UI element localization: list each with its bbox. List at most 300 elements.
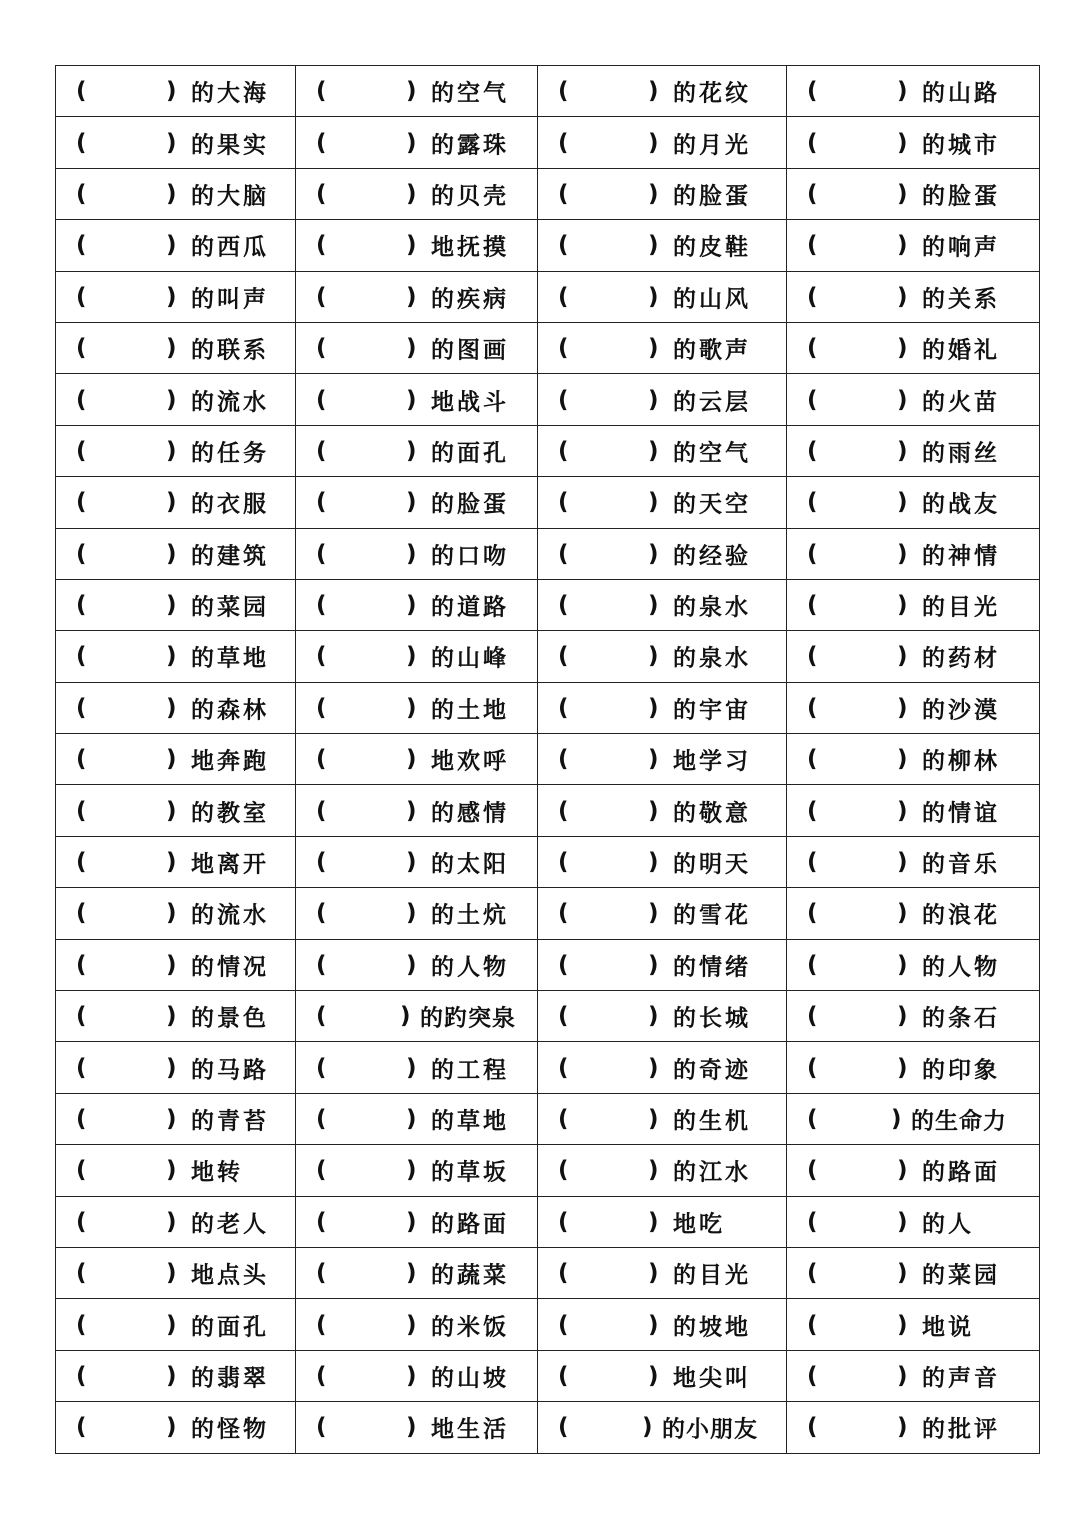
open-paren: ( [558,1106,569,1132]
close-paren: ) [897,900,908,927]
close-paren: ) [406,489,417,516]
phrase-text: 地说 [922,1314,974,1341]
fill-blank-cell [296,477,538,528]
open-paren: ( [76,1362,87,1389]
open-paren: ( [316,643,327,670]
fill-blank-cell [56,322,296,373]
fill-blank-cell [787,836,1040,887]
close-paren: ) [648,849,659,876]
open-paren: ( [558,1003,569,1030]
fill-blank-cell [296,836,538,887]
close-paren: ) [648,1054,659,1081]
close-paren: ) [406,797,417,824]
fill-blank-cell [538,322,787,373]
phrase-text: 的建筑 [191,543,269,570]
fill-blank-cell [787,888,1040,939]
fill-blank-cell [787,1350,1040,1401]
open-paren: ( [76,180,87,207]
open-paren: ( [558,592,569,619]
phrase-text: 的脸蛋 [922,183,1000,210]
open-paren: ( [558,437,569,464]
close-paren: ) [648,951,659,978]
phrase-text: 的贝壳 [431,183,509,210]
close-paren: ) [897,129,908,156]
phrase-text: 的果实 [191,132,269,159]
phrase-text: 的江水 [673,1159,751,1186]
close-paren: ) [648,489,659,516]
phrase-text: 的菜园 [191,594,269,621]
phrase-text: 的西瓜 [191,234,269,261]
open-paren: ( [807,1260,818,1287]
phrase-text: 的空气 [431,80,509,107]
close-paren: ) [166,643,177,670]
phrase-text: 的条石 [922,1005,1000,1032]
phrase-text: 的奇迹 [673,1057,751,1084]
close-paren: ) [166,951,177,978]
close-paren: ) [897,180,908,207]
close-paren: ) [897,1362,908,1389]
open-paren: ( [316,78,327,105]
fill-blank-cell [56,1042,296,1093]
close-paren: ) [897,1157,908,1184]
open-paren: ( [807,78,818,105]
open-paren: ( [76,437,87,464]
phrase-text: 的路面 [922,1159,1000,1186]
close-paren: ) [406,129,417,156]
fill-blank-cell [296,1042,538,1093]
close-paren: ) [648,797,659,824]
phrase-text: 的土地 [431,697,509,724]
phrase-text: 的菜园 [922,1262,1000,1289]
close-paren: ) [648,386,659,413]
close-paren: ) [897,540,908,567]
fill-blank-cell [787,579,1040,630]
open-paren: ( [807,129,818,156]
fill-blank-cell [538,271,787,322]
fill-blank-cell [296,220,538,271]
fill-blank-cell [787,785,1040,836]
open-paren: ( [807,746,818,773]
close-paren: ) [642,1414,653,1441]
close-paren: ) [648,1157,659,1184]
close-paren: ) [648,437,659,464]
fill-blank-cell [296,939,538,990]
phrase-text: 的印象 [922,1057,1000,1084]
phrase-text: 的长城 [673,1005,751,1032]
close-paren: ) [648,1003,659,1030]
phrase-text: 的马路 [191,1057,269,1084]
close-paren: ) [648,180,659,207]
table-row [56,271,1040,322]
phrase-text: 的音乐 [922,851,1000,878]
fill-blank-cell [56,682,296,733]
phrase-text: 的人 [922,1211,974,1238]
open-paren: ( [558,1054,569,1081]
close-paren: ) [897,1260,908,1287]
fill-blank-cell [56,785,296,836]
close-paren: ) [406,694,417,721]
fill-blank-cell [787,271,1040,322]
open-paren: ( [316,797,327,824]
fill-blank-cell [538,425,787,476]
open-paren: ( [316,1208,327,1235]
fill-blank-cell [787,631,1040,682]
fill-blank-cell [296,888,538,939]
phrase-text: 的目光 [673,1262,751,1289]
open-paren: ( [558,386,569,413]
open-paren: ( [316,592,327,619]
open-paren: ( [558,951,569,978]
phrase-text: 的火苗 [922,389,1000,416]
close-paren: ) [406,180,417,207]
close-paren: ) [166,1362,177,1389]
fill-blank-cell [296,322,538,373]
close-paren: ) [648,592,659,619]
open-paren: ( [76,78,87,105]
fill-blank-cell [787,1402,1040,1453]
phrase-text: 的明天 [673,851,751,878]
phrase-text: 的山峰 [431,645,509,672]
table-row [56,734,1040,785]
fill-blank-cell [56,1196,296,1247]
open-paren: ( [807,232,818,259]
open-paren: ( [807,1106,818,1132]
phrase-text: 的任务 [191,440,269,467]
fill-blank-cell [787,425,1040,476]
phrase-text: 的土炕 [431,902,509,929]
fill-blank-cell [56,579,296,630]
fill-blank-cell [538,631,787,682]
fill-blank-cell [787,734,1040,785]
phrase-text: 的大脑 [191,183,269,210]
close-paren: ) [897,489,908,516]
phrase-text: 的声音 [922,1365,1000,1392]
fill-blank-cell [538,1093,787,1144]
close-paren: ) [166,129,177,156]
close-paren: ) [897,1311,908,1338]
close-paren: ) [406,540,417,567]
open-paren: ( [316,180,327,207]
close-paren: ) [166,1311,177,1338]
phrase-text: 地学习 [673,748,751,775]
close-paren: ) [406,386,417,413]
fill-blank-cell [787,66,1040,117]
open-paren: ( [558,540,569,567]
close-paren: ) [406,437,417,464]
close-paren: ) [406,900,417,927]
phrase-text: 的教室 [191,800,269,827]
close-paren: ) [648,283,659,310]
open-paren: ( [316,900,327,927]
phrase-text: 的情谊 [922,800,1000,827]
phrase-text: 地奔跑 [191,748,269,775]
fill-blank-cell [538,1042,787,1093]
table-row [56,631,1040,682]
open-paren: ( [558,900,569,927]
fill-blank-cell [787,477,1040,528]
close-paren: ) [406,1157,417,1184]
close-paren: ) [897,232,908,259]
fill-blank-cell [787,991,1040,1042]
close-paren: ) [166,232,177,259]
fill-blank-cell [787,1042,1040,1093]
open-paren: ( [316,1260,327,1287]
fill-blank-cell [787,1145,1040,1196]
open-paren: ( [807,1054,818,1081]
close-paren: ) [406,1260,417,1287]
open-paren: ( [316,540,327,567]
phrase-text: 的青苔 [191,1108,269,1135]
table-row [56,991,1040,1042]
close-paren: ) [897,746,908,773]
phrase-text: 的草地 [191,645,269,672]
fill-blank-cell [56,1350,296,1401]
open-paren: ( [807,489,818,516]
fill-blank-cell [538,734,787,785]
close-paren: ) [166,283,177,310]
fill-blank-cell [56,1402,296,1453]
fill-blank-cell [296,528,538,579]
close-paren: ) [897,78,908,105]
fill-blank-cell [538,579,787,630]
phrase-text: 的脸蛋 [673,183,751,210]
close-paren: ) [897,1054,908,1081]
fill-blank-cell [538,1247,787,1298]
close-paren: ) [406,951,417,978]
fill-blank-cell [296,374,538,425]
phrase-text: 地点头 [191,1262,269,1289]
fill-blank-cell [296,425,538,476]
close-paren: ) [897,849,908,876]
table-row [56,1247,1040,1298]
phrase-text: 地离开 [191,851,269,878]
phrase-text: 的沙漠 [922,697,1000,724]
open-paren: ( [316,386,327,413]
fill-blank-cell [538,1196,787,1247]
phrase-text: 的生命力 [911,1108,1007,1135]
phrase-text: 地生活 [431,1416,509,1443]
table-row [56,579,1040,630]
open-paren: ( [76,694,87,721]
close-paren: ) [166,746,177,773]
open-paren: ( [76,1054,87,1081]
open-paren: ( [807,849,818,876]
phrase-table-body [56,66,1040,1454]
fill-blank-cell [538,1350,787,1401]
close-paren: ) [897,437,908,464]
close-paren: ) [166,1003,177,1030]
open-paren: ( [316,232,327,259]
phrase-text: 的城市 [922,132,1000,159]
table-row [56,1350,1040,1401]
open-paren: ( [76,1003,87,1030]
open-paren: ( [558,746,569,773]
open-paren: ( [76,797,87,824]
fill-blank-cell [56,734,296,785]
phrase-text: 的天空 [673,491,751,518]
close-paren: ) [897,694,908,721]
open-paren: ( [558,283,569,310]
close-paren: ) [166,1106,177,1132]
close-paren: ) [406,232,417,259]
close-paren: ) [166,386,177,413]
phrase-text: 的山路 [922,80,1000,107]
table-row [56,939,1040,990]
close-paren: ) [166,1054,177,1081]
fill-blank-cell [538,1145,787,1196]
open-paren: ( [76,1106,87,1132]
open-paren: ( [558,1414,569,1441]
fill-blank-cell [538,1402,787,1453]
fill-blank-cell [56,1093,296,1144]
open-paren: ( [76,1260,87,1287]
phrase-text: 的流水 [191,902,269,929]
phrase-text: 的趵突泉 [420,1005,516,1032]
open-paren: ( [558,1260,569,1287]
fill-blank-cell [56,1145,296,1196]
fill-blank-cell [56,1247,296,1298]
phrase-text: 的人物 [431,954,509,981]
close-paren: ) [648,1208,659,1235]
phrase-text: 地战斗 [431,389,509,416]
fill-blank-cell [787,117,1040,168]
open-paren: ( [316,694,327,721]
open-paren: ( [807,1362,818,1389]
close-paren: ) [897,1414,908,1441]
fill-blank-cell [787,939,1040,990]
phrase-text: 的宇宙 [673,697,751,724]
table-row [56,168,1040,219]
open-paren: ( [807,694,818,721]
phrase-text: 的情况 [191,954,269,981]
fill-blank-cell [56,66,296,117]
phrase-text: 的坡地 [673,1314,751,1341]
phrase-text: 的歌声 [673,337,751,364]
fill-blank-cell [56,631,296,682]
open-paren: ( [558,489,569,516]
fill-blank-cell [538,66,787,117]
fill-blank-cell [787,528,1040,579]
phrase-text: 地尖叫 [673,1365,751,1392]
phrase-text: 的浪花 [922,902,1000,929]
phrase-text: 的大海 [191,80,269,107]
phrase-text: 的翡翠 [191,1365,269,1392]
close-paren: ) [648,900,659,927]
fill-blank-cell [538,888,787,939]
close-paren: ) [166,1260,177,1287]
phrase-text: 的流水 [191,389,269,416]
close-paren: ) [166,489,177,516]
fill-blank-cell [56,528,296,579]
phrase-text: 的经验 [673,543,751,570]
table-row [56,1093,1040,1144]
fill-blank-cell [56,117,296,168]
open-paren: ( [316,1106,327,1132]
close-paren: ) [897,951,908,978]
open-paren: ( [76,232,87,259]
close-paren: ) [166,694,177,721]
phrase-text: 的婚礼 [922,337,1000,364]
phrase-text: 的目光 [922,594,1000,621]
table-row [56,785,1040,836]
close-paren: ) [648,129,659,156]
open-paren: ( [558,180,569,207]
fill-blank-cell [296,1299,538,1350]
open-paren: ( [558,1362,569,1389]
fill-blank-cell [787,1299,1040,1350]
close-paren: ) [406,1311,417,1338]
open-paren: ( [558,1311,569,1338]
close-paren: ) [406,746,417,773]
open-paren: ( [807,540,818,567]
table-row [56,1042,1040,1093]
open-paren: ( [76,489,87,516]
open-paren: ( [807,437,818,464]
fill-blank-cell [56,888,296,939]
phrase-text: 的神情 [922,543,1000,570]
phrase-text: 的口吻 [431,543,509,570]
phrase-text: 的面孔 [191,1314,269,1341]
close-paren: ) [648,540,659,567]
close-paren: ) [648,1311,659,1338]
close-paren: ) [406,1106,417,1132]
fill-blank-cell [56,271,296,322]
open-paren: ( [76,129,87,156]
phrase-text: 的森林 [191,697,269,724]
open-paren: ( [76,849,87,876]
fill-blank-cell [787,1247,1040,1298]
table-row [56,1299,1040,1350]
open-paren: ( [76,643,87,670]
fill-blank-cell [56,477,296,528]
fill-blank-cell [538,682,787,733]
close-paren: ) [648,1260,659,1287]
phrase-text: 的生机 [673,1108,751,1135]
fill-blank-cell [296,579,538,630]
phrase-text: 的云层 [673,389,751,416]
open-paren: ( [558,129,569,156]
open-paren: ( [807,951,818,978]
fill-blank-cell [787,220,1040,271]
phrase-text: 的蔬菜 [431,1262,509,1289]
fill-blank-cell [538,220,787,271]
fill-blank-cell [296,1402,538,1453]
close-paren: ) [897,335,908,362]
phrase-text: 的怪物 [191,1416,269,1443]
fill-blank-cell [56,1299,296,1350]
open-paren: ( [316,129,327,156]
open-paren: ( [558,232,569,259]
open-paren: ( [76,746,87,773]
fill-blank-cell [787,1093,1040,1144]
close-paren: ) [406,1362,417,1389]
close-paren: ) [166,335,177,362]
close-paren: ) [406,592,417,619]
fill-blank-cell [787,682,1040,733]
open-paren: ( [807,180,818,207]
open-paren: ( [807,900,818,927]
phrase-text: 的批评 [922,1416,1000,1443]
open-paren: ( [316,1414,327,1441]
fill-blank-cell [538,836,787,887]
open-paren: ( [316,1054,327,1081]
phrase-text: 的关系 [922,286,1000,313]
fill-blank-cell [296,991,538,1042]
close-paren: ) [891,1106,902,1132]
phrase-text: 的衣服 [191,491,269,518]
fill-blank-cell [296,785,538,836]
open-paren: ( [76,1157,87,1184]
